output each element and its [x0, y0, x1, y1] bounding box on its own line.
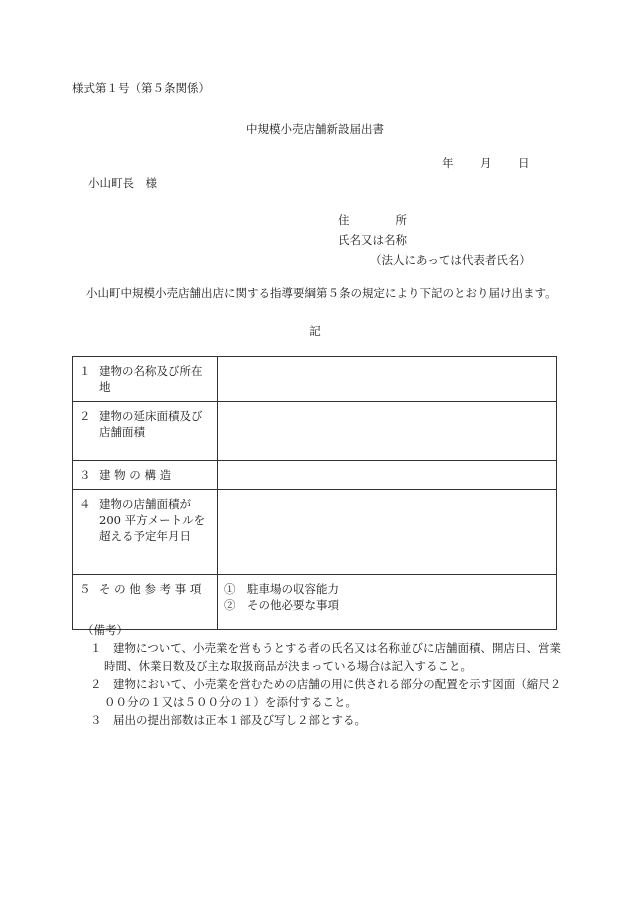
row-label [73, 357, 218, 402]
notes-heading: （備考） [82, 623, 128, 637]
date-line [442, 155, 530, 171]
table-row [73, 402, 557, 461]
row-number: ２ [79, 409, 91, 423]
note-item: ３ 届出の提出部数は正本１部及び写し２部とする。 [90, 713, 366, 727]
body-paragraph: 小山町中規模小売店舗出店に関する指導要綱第５条の規定により下記のとおり届け出ます。 [86, 286, 557, 300]
ki-heading: 記 [309, 324, 321, 338]
table-row [73, 357, 557, 402]
row-label-text: そ の 他 参 考 事 項 [99, 582, 202, 596]
date-year-label: 年 [442, 156, 454, 170]
row-value-cell[interactable] [218, 357, 557, 402]
addressee: 小山町長 様 [88, 176, 157, 190]
note-item: ２ 建物において、小売業を営むための店舗の用に供される部分の配置を示す図面（縮尺２００分の１又は５００分の１）を添付すること。 [90, 677, 562, 709]
date-month-label: 月 [480, 156, 492, 170]
row-value-cell[interactable] [218, 490, 557, 575]
applicant-corp-note: （法人にあっては代表者氏名） [370, 253, 531, 267]
row-label-text: 建物の店舗面積が 200 平方メートルを超える予定年月日 [99, 497, 206, 543]
row-number: ５ [79, 582, 91, 596]
items-table [72, 356, 557, 630]
row-label-text: 建物の名称及び所在地 [99, 364, 203, 394]
note-item: １ 建物について、小売業を営もうとする者の氏名又は名称並びに店舗面積、開店日、営業時間、休業日数及び主な取扱商品が決まっている場合は記入すること。 [90, 641, 562, 673]
row-label [73, 461, 218, 490]
table-row [73, 490, 557, 575]
row-number: １ [79, 364, 91, 378]
row-value-cell[interactable] [218, 461, 557, 490]
row-value-cell[interactable] [218, 402, 557, 461]
applicant-block [338, 210, 531, 270]
form-number: 様式第１号（第５条関係） [72, 81, 210, 95]
document-title: 中規模小売店舗新設届出書 [246, 122, 384, 136]
other-item: ② その他必要な事項 [224, 598, 339, 612]
notes-section [72, 621, 562, 729]
row-number: ３ [79, 468, 91, 482]
row-label [73, 490, 218, 575]
row-label-text: 建物の延床面積及び店舗面積 [99, 409, 203, 439]
table-row [73, 461, 557, 490]
row-label-text: 建 物 の 構 造 [99, 468, 172, 482]
applicant-address-label: 住 所 [338, 213, 407, 227]
row-number: ４ [79, 497, 91, 511]
applicant-name-label: 氏名又は名称 [338, 233, 407, 247]
date-day-label: 日 [518, 156, 530, 170]
other-item: ① 駐車場の収容能力 [224, 582, 339, 596]
row-label [73, 402, 218, 461]
